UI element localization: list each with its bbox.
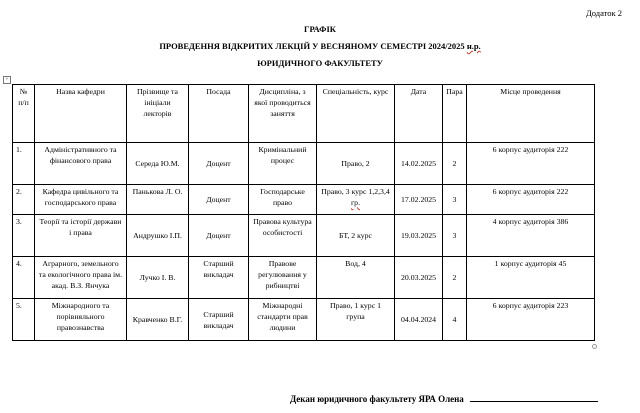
table-row bbox=[13, 185, 595, 215]
cell-place: 1 корпус аудиторія 45 bbox=[467, 257, 595, 299]
cell-lecturer: Середа Ю.М. bbox=[127, 143, 189, 185]
header-position: Посада bbox=[189, 85, 249, 143]
cell-position: Старший викладач bbox=[189, 299, 249, 341]
lecture-schedule-table bbox=[12, 84, 595, 341]
table-row bbox=[13, 299, 595, 341]
table-row bbox=[13, 143, 595, 185]
cell-num: 2. bbox=[13, 185, 35, 215]
header-lecturer: Прізвище та ініціали лекторів bbox=[127, 85, 189, 143]
header-discipline: Дисципліна, з якої проводиться заняття bbox=[249, 85, 317, 143]
cell-specialty: Право, 1 курс 1 група bbox=[317, 299, 395, 341]
cell-position: Доцент bbox=[189, 215, 249, 257]
specialty-suffix: гр. bbox=[350, 198, 361, 207]
cell-lecturer: Панькова Л. О. bbox=[127, 185, 189, 215]
table-move-handle-icon[interactable]: + bbox=[3, 76, 11, 84]
cell-discipline: Правове регулювання у рибництві bbox=[249, 257, 317, 299]
cell-num: 1. bbox=[13, 143, 35, 185]
cell-discipline: Правова культура особистості bbox=[249, 215, 317, 257]
cell-place: 6 корпус аудиторія 222 bbox=[467, 185, 595, 215]
cell-date: 17.02.2025 bbox=[395, 185, 443, 215]
header-place: Місце проведення bbox=[467, 85, 595, 143]
subtitle-suffix: н.р. bbox=[466, 41, 481, 51]
cell-discipline: Господарське право bbox=[249, 185, 317, 215]
appendix-label: Додаток 2 bbox=[585, 8, 622, 18]
cell-position: Доцент bbox=[189, 143, 249, 185]
subtitle-main: ПРОВЕДЕННЯ ВІДКРИТИХ ЛЕКЦІЙ У ВЕСНЯНОМУ СЕМЕСТРІ 2024/2025 bbox=[159, 41, 465, 51]
signature-title: Декан юридичного факультету bbox=[290, 394, 417, 404]
cell-department: Аграрного, земельного та екологічного права ім. акад. В.З. Янчука bbox=[35, 257, 127, 299]
header-pair: Пара bbox=[443, 85, 467, 143]
cell-pair: 2 bbox=[443, 257, 467, 299]
cell-lecturer: Андрушко І.П. bbox=[127, 215, 189, 257]
cell-num: 3. bbox=[13, 215, 35, 257]
cell-department: Кафедра цивільного та господарського права bbox=[35, 185, 127, 215]
faculty-title: ЮРИДИЧНОГО ФАКУЛЬТЕТУ bbox=[257, 58, 383, 68]
cell-specialty: Право, 2 bbox=[317, 143, 395, 185]
document-subtitle bbox=[0, 41, 640, 51]
cell-department: Теорії та історії держави і права bbox=[35, 215, 127, 257]
cell-pair: 4 bbox=[443, 299, 467, 341]
signature-blank bbox=[470, 393, 598, 402]
specialty-main: Право, 3 курс 1,2,3,4 bbox=[321, 187, 390, 196]
header-department: Назва кафедри bbox=[35, 85, 127, 143]
header-num: № п/п bbox=[13, 85, 35, 143]
cell-date: 20.03.2025 bbox=[395, 257, 443, 299]
dean-signature-line bbox=[290, 393, 598, 404]
cell-date: 04.04.2024 bbox=[395, 299, 443, 341]
cell-date: 19.03.2025 bbox=[395, 215, 443, 257]
cell-num: 4. bbox=[13, 257, 35, 299]
header-date: Дата bbox=[395, 85, 443, 143]
cell-place: 6 корпус аудиторія 223 bbox=[467, 299, 595, 341]
document-title: ГРАФІК bbox=[304, 24, 336, 34]
cell-department: Міжнародного та порівняльного правознавства bbox=[35, 299, 127, 341]
cell-department: Адміністративного та фінансового права bbox=[35, 143, 127, 185]
table-header-row bbox=[13, 85, 595, 143]
cell-discipline: Кримінальний процес bbox=[249, 143, 317, 185]
cell-num: 5. bbox=[13, 299, 35, 341]
table-row bbox=[13, 257, 595, 299]
cell-lecturer: Кравченко В.Г. bbox=[127, 299, 189, 341]
cell-specialty: Вод, 4 bbox=[317, 257, 395, 299]
table-end-marker-icon bbox=[592, 344, 597, 349]
cell-place: 4 корпус аудиторія 386 bbox=[467, 215, 595, 257]
signature-name: ЯРА Олена bbox=[418, 394, 464, 404]
cell-discipline: Міжнародні стандарти прав людини bbox=[249, 299, 317, 341]
cell-specialty: БТ, 2 курс bbox=[317, 215, 395, 257]
table-row bbox=[13, 215, 595, 257]
cell-lecturer: Лучко І. В. bbox=[127, 257, 189, 299]
cell-pair: 3 bbox=[443, 185, 467, 215]
cell-position: Старший викладач bbox=[189, 257, 249, 299]
cell-date: 14.02.2025 bbox=[395, 143, 443, 185]
cell-place: 6 корпус аудиторія 222 bbox=[467, 143, 595, 185]
cell-pair: 2 bbox=[443, 143, 467, 185]
cell-specialty bbox=[317, 185, 395, 215]
cell-position: Доцент bbox=[189, 185, 249, 215]
header-specialty: Спеціальність, курс bbox=[317, 85, 395, 143]
cell-pair: 3 bbox=[443, 215, 467, 257]
